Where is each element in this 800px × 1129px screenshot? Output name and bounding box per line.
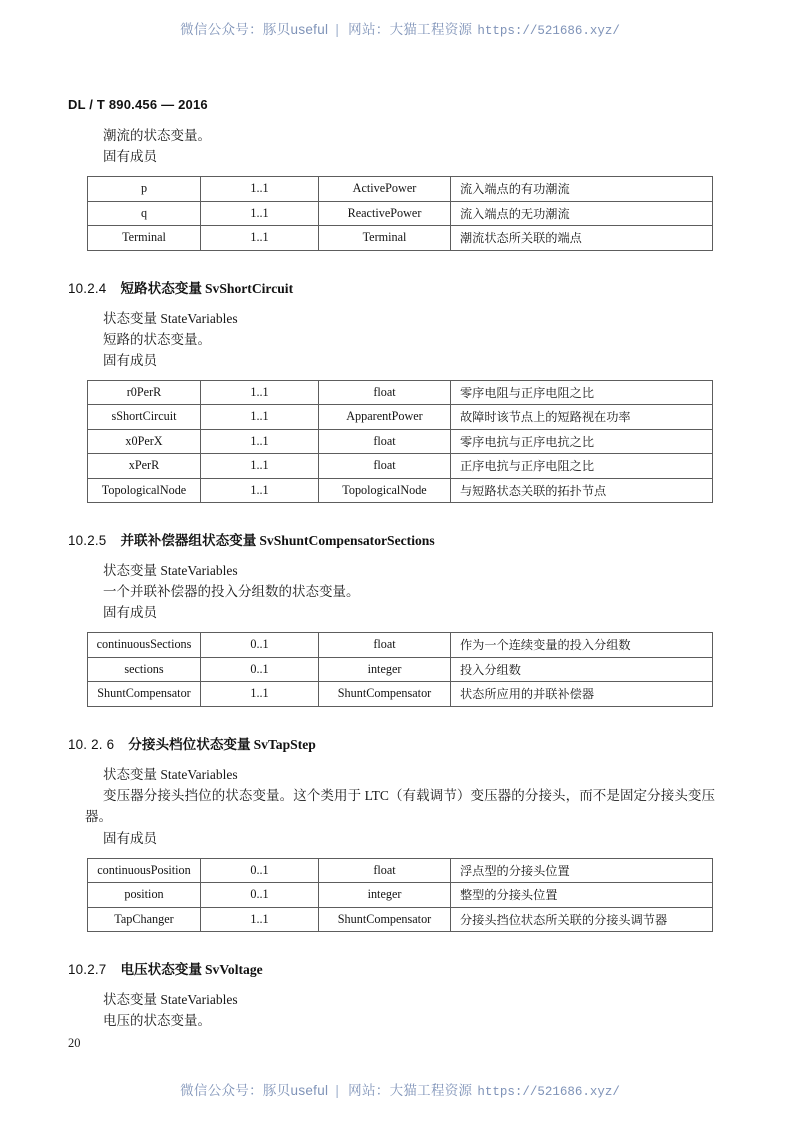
table-sv-shunt-compensator-sections [87,632,713,707]
section-heading-10-2-6 [0,735,800,755]
cell-description: 分接头挡位状态所关联的分接头调节器 [451,907,713,932]
cell-name: sShortCircuit [88,405,201,430]
cell-type: ShuntCompensator [319,682,451,707]
section-heading-10-2-5 [0,531,800,551]
watermark-wechat-label: 微信公众号： [180,22,263,37]
table-row [88,380,713,405]
s1025-line2: 一个并联补偿器的投入分组数的状态变量。 [103,584,360,599]
cell-cardinality: 1..1 [201,380,319,405]
table-row [88,907,713,932]
watermark-site-label: 网站： [348,1083,390,1098]
section-title-en: SvShortCircuit [205,280,294,296]
cell-type: ActivePower [319,177,451,202]
cell-description: 零序电抗与正序电抗之比 [451,429,713,454]
cell-description: 与短路状态关联的拓扑节点 [451,478,713,503]
cell-cardinality: 1..1 [201,226,319,251]
cell-type: integer [319,657,451,682]
s1025-line3: 固有成员 [103,605,157,620]
section-title-cn: 并联补偿器组状态变量 [120,533,257,548]
table-row [88,226,713,251]
watermark-site-name: 大猫工程资源 [389,22,473,37]
s1026-paragraph [0,785,800,828]
section-title-en: SvShuntCompensatorSections [259,533,435,548]
cell-description: 投入分组数 [451,657,713,682]
table-flow-tail [87,176,713,251]
cell-cardinality: 1..1 [201,405,319,430]
cell-name: x0PerX [88,429,201,454]
cell-description: 浮点型的分接头位置 [451,858,713,883]
cell-type: TopologicalNode [319,478,451,503]
watermark-wechat-label: 微信公众号： [180,1083,263,1098]
watermark-separator: | [335,1083,340,1098]
section-number: 10.2.5 [68,533,107,548]
cell-cardinality: 0..1 [201,858,319,883]
s1026-line1: 状态变量 StateVariables [103,766,238,782]
cell-type: ShuntCompensator [319,907,451,932]
table-sv-tap-step [87,858,713,933]
cell-description: 作为一个连续变量的投入分组数 [451,633,713,658]
s1026-paragraph-text: 变压器分接头挡位的状态变量。这个类用于 LTC（有载调节）变压器的分接头，而不是固定分接头变压器。 [85,787,715,824]
standard-number-header: DL / T 890.456 — 2016 [68,97,208,112]
cell-name: position [88,883,201,908]
table-row [88,657,713,682]
s1024-line2: 短路的状态变量。 [103,331,211,347]
cell-name: Terminal [88,226,201,251]
watermark-separator: | [335,22,340,37]
section-number: 10.2.7 [68,962,107,977]
cell-cardinality: 1..1 [201,907,319,932]
cell-type: ApparentPower [319,405,451,430]
table-row [88,177,713,202]
cell-type: float [319,429,451,454]
table-row [88,682,713,707]
section-heading-10-2-7 [0,960,800,980]
section-title-cn: 短路状态变量 [120,280,202,296]
table-row [88,883,713,908]
watermark-site-label: 网站： [348,22,390,37]
cell-cardinality: 0..1 [201,633,319,658]
s1027-line2: 电压的状态变量。 [103,1013,211,1028]
table-sv-short-circuit [87,380,713,504]
section-title-cn: 分接头档位状态变量 [128,736,251,752]
watermark-url: https://521686.xyz/ [477,1085,620,1099]
watermark-url: https://521686.xyz/ [477,24,620,38]
section-title-en: SvTapStep [253,736,316,752]
table-row [88,405,713,430]
flow-tail-line1: 潮流的状态变量。 [103,128,211,143]
section-number: 10.2.4 [68,280,107,296]
flow-tail-line2: 固有成员 [103,149,157,164]
watermark-footer [0,1079,800,1099]
section-title-cn: 电压状态变量 [120,962,202,977]
cell-type: float [319,633,451,658]
cell-name: continuousSections [88,633,201,658]
cell-name: ShuntCompensator [88,682,201,707]
cell-description: 状态所应用的并联补偿器 [451,682,713,707]
cell-description: 正序电抗与正序电阻之比 [451,454,713,479]
table-row [88,429,713,454]
cell-cardinality: 1..1 [201,478,319,503]
section-title-en: SvVoltage [205,962,263,977]
section-number: 10. 2. 6 [68,736,115,752]
table-row [88,858,713,883]
watermark-wechat-name: 豚贝useful [262,22,329,37]
page-content [0,125,800,1031]
cell-type: float [319,380,451,405]
watermark-site-name: 大猫工程资源 [389,1083,473,1098]
cell-cardinality: 1..1 [201,454,319,479]
cell-type: ReactivePower [319,201,451,226]
cell-cardinality: 1..1 [201,682,319,707]
cell-name: TapChanger [88,907,201,932]
cell-name: q [88,201,201,226]
s1027-line1: 状态变量 StateVariables [103,992,238,1007]
cell-type: Terminal [319,226,451,251]
cell-description: 流入端点的有功潮流 [451,177,713,202]
cell-name: r0PerR [88,380,201,405]
cell-name: TopologicalNode [88,478,201,503]
cell-cardinality: 1..1 [201,429,319,454]
cell-cardinality: 0..1 [201,657,319,682]
cell-type: float [319,858,451,883]
s1024-line3: 固有成员 [103,352,157,368]
cell-name: p [88,177,201,202]
cell-name: xPerR [88,454,201,479]
s1025-line1: 状态变量 StateVariables [103,563,238,578]
cell-cardinality: 1..1 [201,201,319,226]
cell-type: integer [319,883,451,908]
table-row [88,201,713,226]
cell-name: continuousPosition [88,858,201,883]
cell-name: sections [88,657,201,682]
cell-description: 整型的分接头位置 [451,883,713,908]
section-heading-10-2-4 [0,279,800,299]
cell-cardinality: 1..1 [201,177,319,202]
table-row [88,454,713,479]
table-row [88,478,713,503]
table-row [88,633,713,658]
cell-type: float [319,454,451,479]
cell-cardinality: 0..1 [201,883,319,908]
watermark-wechat-name: 豚贝useful [262,1083,329,1098]
cell-description: 零序电阻与正序电阻之比 [451,380,713,405]
cell-description: 流入端点的无功潮流 [451,201,713,226]
s1024-line1: 状态变量 StateVariables [103,310,238,326]
s1026-line3: 固有成员 [103,830,157,846]
page-number: 20 [68,1036,81,1050]
cell-description: 潮流状态所关联的端点 [451,226,713,251]
cell-description: 故障时该节点上的短路视在功率 [451,405,713,430]
